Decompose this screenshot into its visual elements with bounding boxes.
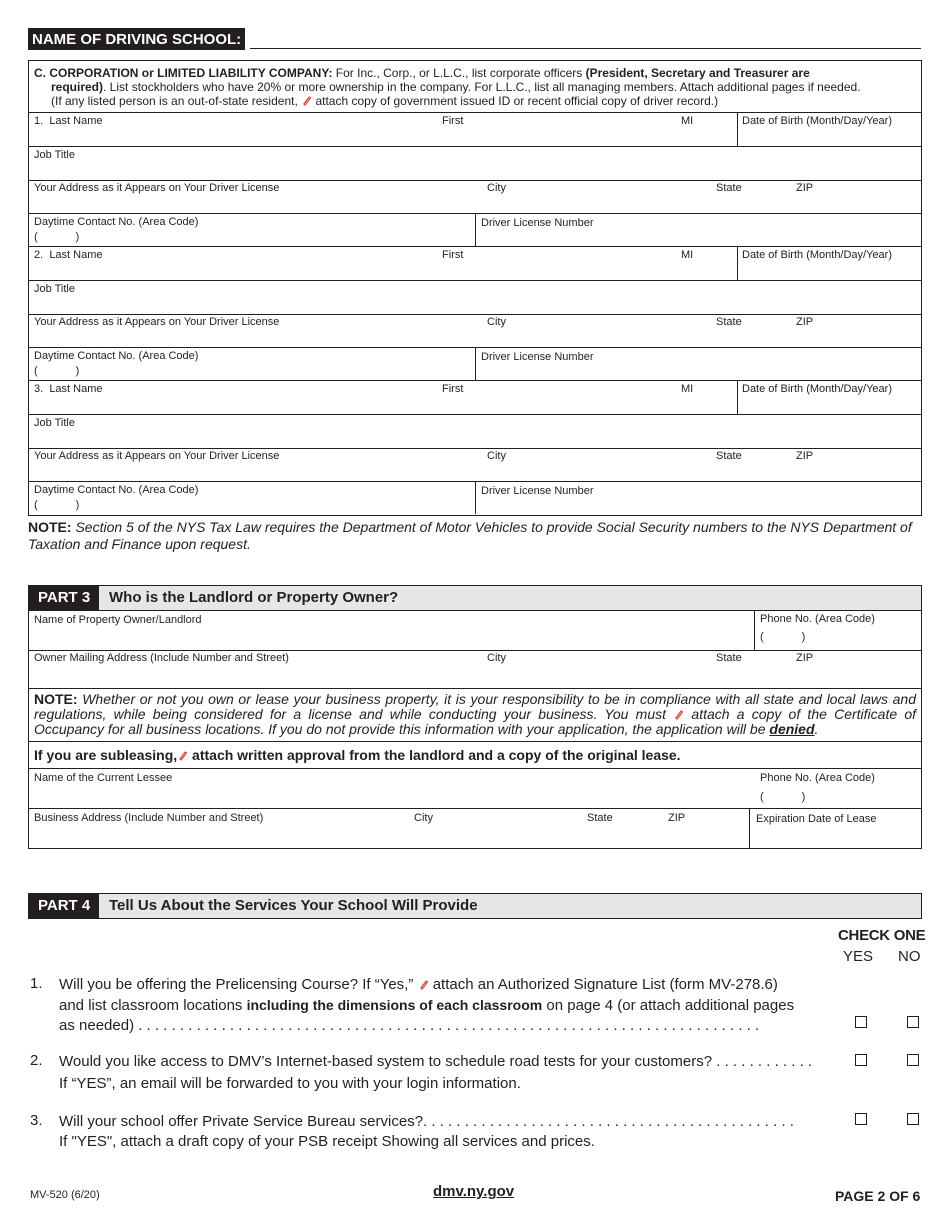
divider [28, 112, 922, 113]
question-3-no-checkbox[interactable] [907, 1113, 919, 1125]
ssn-note-label: NOTE: [28, 519, 72, 535]
person-2-address-label: Your Address as it Appears on Your Driver License [34, 316, 280, 328]
person-2-first-label: First [442, 249, 464, 261]
person-2-license-label: Driver License Number [481, 351, 594, 363]
person-2-dob-label: Date of Birth (Month/Day/Year) [742, 249, 892, 261]
owner-state-label: State [716, 652, 742, 664]
person-2-last-name-label: 2. Last Name [34, 249, 103, 261]
school-name-label: NAME OF DRIVING SCHOOL: [28, 28, 245, 50]
question-2-number: 2. [30, 1052, 43, 1069]
question-2-text: Would you like access to DMV’s Internet-based system to schedule road tests for your customers? . . . . . . . . . . . . If “YES”, an email will be forwarded to you with your login information. [59, 1053, 813, 1092]
person-1-city-label: City [487, 182, 506, 194]
person-3-address-label: Your Address as it Appears on Your Driver License [34, 450, 280, 462]
paperclip-icon [177, 750, 188, 761]
owner-address-label: Owner Mailing Address (Include Number and Street) [34, 652, 289, 664]
expiration-label: Expiration Date of Lease [756, 813, 877, 825]
question-3-yes-checkbox[interactable] [855, 1113, 867, 1125]
lessee-phone-paren: ( ) [760, 791, 806, 803]
person-1-state-label: State [716, 182, 742, 194]
business-zip-label: ZIP [668, 812, 686, 824]
divider [28, 768, 922, 769]
person-3-daytime-label: Daytime Contact No. (Area Code) [34, 484, 199, 496]
check-one-label: CHECK ONE [838, 927, 926, 944]
divider [737, 380, 738, 414]
divider [28, 448, 922, 449]
question-1-yes-checkbox[interactable] [855, 1016, 867, 1028]
section-c-title: C. CORPORATION or LIMITED LIABILITY COMPANY: [34, 66, 333, 80]
divider [737, 112, 738, 146]
paperclip-icon [673, 709, 684, 720]
yes-column-label: YES [843, 948, 874, 965]
person-1-mi-label: MI [681, 115, 694, 127]
person-1-phone-paren: ( ) [34, 231, 80, 243]
question-1-number: 1. [30, 975, 43, 992]
part3-tag: PART 3 [29, 586, 99, 610]
section-c-required: required) [51, 80, 104, 94]
divider [28, 808, 922, 809]
person-1-zip-label: ZIP [796, 182, 814, 194]
person-3-last-name-label: 3. Last Name [34, 383, 103, 395]
divider [28, 246, 922, 247]
person-2-state-label: State [716, 316, 742, 328]
divider [28, 414, 922, 415]
person-2-daytime-label: Daytime Contact No. (Area Code) [34, 350, 199, 362]
question-3-text: Will your school offer Private Service Bureau services?. . . . . . . . . . . . . . . . . . . . . . . . . . . . . . . . . . . . . . . . . . . . . If "YES", attach a draft copy of your PSB receipt Showing all services and prices. [59, 1113, 794, 1150]
owner-city-label: City [487, 652, 506, 664]
divider [475, 481, 476, 514]
person-2-phone-paren: ( ) [34, 365, 80, 377]
divider [28, 650, 922, 651]
owner-phone-label: Phone No. (Area Code) [760, 613, 875, 625]
form-number: MV-520 (6/20) [30, 1189, 100, 1201]
divider [754, 611, 755, 651]
person-1-daytime-label: Daytime Contact No. (Area Code) [34, 216, 199, 228]
section-c-heading [34, 66, 914, 108]
person-2-zip-label: ZIP [796, 316, 814, 328]
person-3-job-title-label: Job Title [34, 417, 75, 429]
divider [28, 741, 922, 742]
divider [28, 380, 922, 381]
person-3-phone-paren: ( ) [34, 499, 80, 511]
certificate-note: NOTE: Whether or not you own or lease your business property, it is your responsibility to be in compliance with all state and local laws and regulations, while being considered for a license and while conducting your business. You must attach a copy of the Certificate of Occupancy for all business locations. If you do not provide this information with your application, the application will be denied. [34, 691, 917, 737]
question-1-no-checkbox[interactable] [907, 1016, 919, 1028]
person-3-dob-label: Date of Birth (Month/Day/Year) [742, 383, 892, 395]
divider [475, 347, 476, 380]
divider [475, 213, 476, 246]
divider [28, 688, 922, 689]
business-address-label: Business Address (Include Number and Street) [34, 812, 264, 824]
person-2-job-title-label: Job Title [34, 283, 75, 295]
person-3-first-label: First [442, 383, 464, 395]
ssn-note [28, 519, 923, 553]
divider [28, 180, 922, 181]
question-1-text: Will you be offering the Prelicensing Course? If “Yes,” attach an Authorized Signature List (form MV-278.6) and list classroom locations including the dimensions of each classroom on page 4 (or attach additional pages as needed) . . . . . . . . . . . . . . . . . . . . . . . . . . . . . . . . . . . . . . . . . . . . . . . . . . . . . . . . . . . . . . . . . . . . . . . . . . . [59, 976, 795, 1034]
section-c-line3b: attach copy of government issued ID or recent official copy of driver record.) [312, 94, 719, 108]
question-2-no-checkbox[interactable] [907, 1054, 919, 1066]
page-number: PAGE 2 OF 6 [835, 1188, 921, 1204]
business-state-label: State [587, 812, 613, 824]
lessee-name-label: Name of the Current Lessee [34, 772, 173, 784]
part4-header [28, 893, 922, 919]
dmv-website-link[interactable]: dmv.ny.gov [433, 1183, 515, 1200]
section-c-line3a: (If any listed person is an out-of-state resident, [51, 94, 302, 108]
part4-title: Tell Us About the Services Your School Will Provide [109, 897, 478, 914]
lessee-phone-label: Phone No. (Area Code) [760, 772, 875, 784]
part4-tag: PART 4 [29, 894, 99, 918]
person-3-license-label: Driver License Number [481, 485, 594, 497]
section-c-officers: (President, Secretary and Treasurer are [585, 66, 810, 80]
person-3-mi-label: MI [681, 383, 694, 395]
school-name-input-line[interactable] [250, 48, 921, 49]
person-2-city-label: City [487, 316, 506, 328]
person-3-zip-label: ZIP [796, 450, 814, 462]
person-1-first-label: First [442, 115, 464, 127]
divider [28, 314, 922, 315]
ssn-note-text: Section 5 of the NYS Tax Law requires the Department of Motor Vehicles to provide Social Security numbers to the NYS Department of Taxation and Finance upon request. [28, 519, 912, 552]
section-c-text: For Inc., Corp., or L.L.C., list corporate officers [332, 66, 586, 80]
person-1-license-label: Driver License Number [481, 217, 594, 229]
paperclip-icon [301, 95, 312, 106]
business-city-label: City [414, 812, 433, 824]
subleasing-instruction: If you are subleasing, attach written approval from the landlord and a copy of the original lease. [34, 747, 681, 763]
divider [28, 280, 922, 281]
divider [737, 246, 738, 280]
denied-text: denied [769, 721, 815, 737]
person-2-mi-label: MI [681, 249, 694, 261]
divider [28, 146, 922, 147]
section-c-line2: . List stockholders who have 20% or more ownership in the company. For L.L.C., list all managing members. Attach additional pages if needed. [103, 80, 861, 94]
person-3-state-label: State [716, 450, 742, 462]
divider [749, 808, 750, 849]
owner-phone-paren: ( ) [760, 631, 806, 643]
paperclip-icon [418, 979, 429, 990]
no-column-label: NO [898, 948, 921, 965]
question-3-number: 3. [30, 1112, 43, 1129]
person-1-job-title-label: Job Title [34, 149, 75, 161]
person-1-address-label: Your Address as it Appears on Your Driver License [34, 182, 280, 194]
question-2-yes-checkbox[interactable] [855, 1054, 867, 1066]
person-1-dob-label: Date of Birth (Month/Day/Year) [742, 115, 892, 127]
part3-title: Who is the Landlord or Property Owner? [109, 589, 399, 606]
person-3-city-label: City [487, 450, 506, 462]
owner-name-label: Name of Property Owner/Landlord [34, 614, 202, 626]
person-1-last-name-label: 1. Last Name [34, 115, 103, 127]
part3-header [28, 585, 922, 611]
owner-zip-label: ZIP [796, 652, 814, 664]
